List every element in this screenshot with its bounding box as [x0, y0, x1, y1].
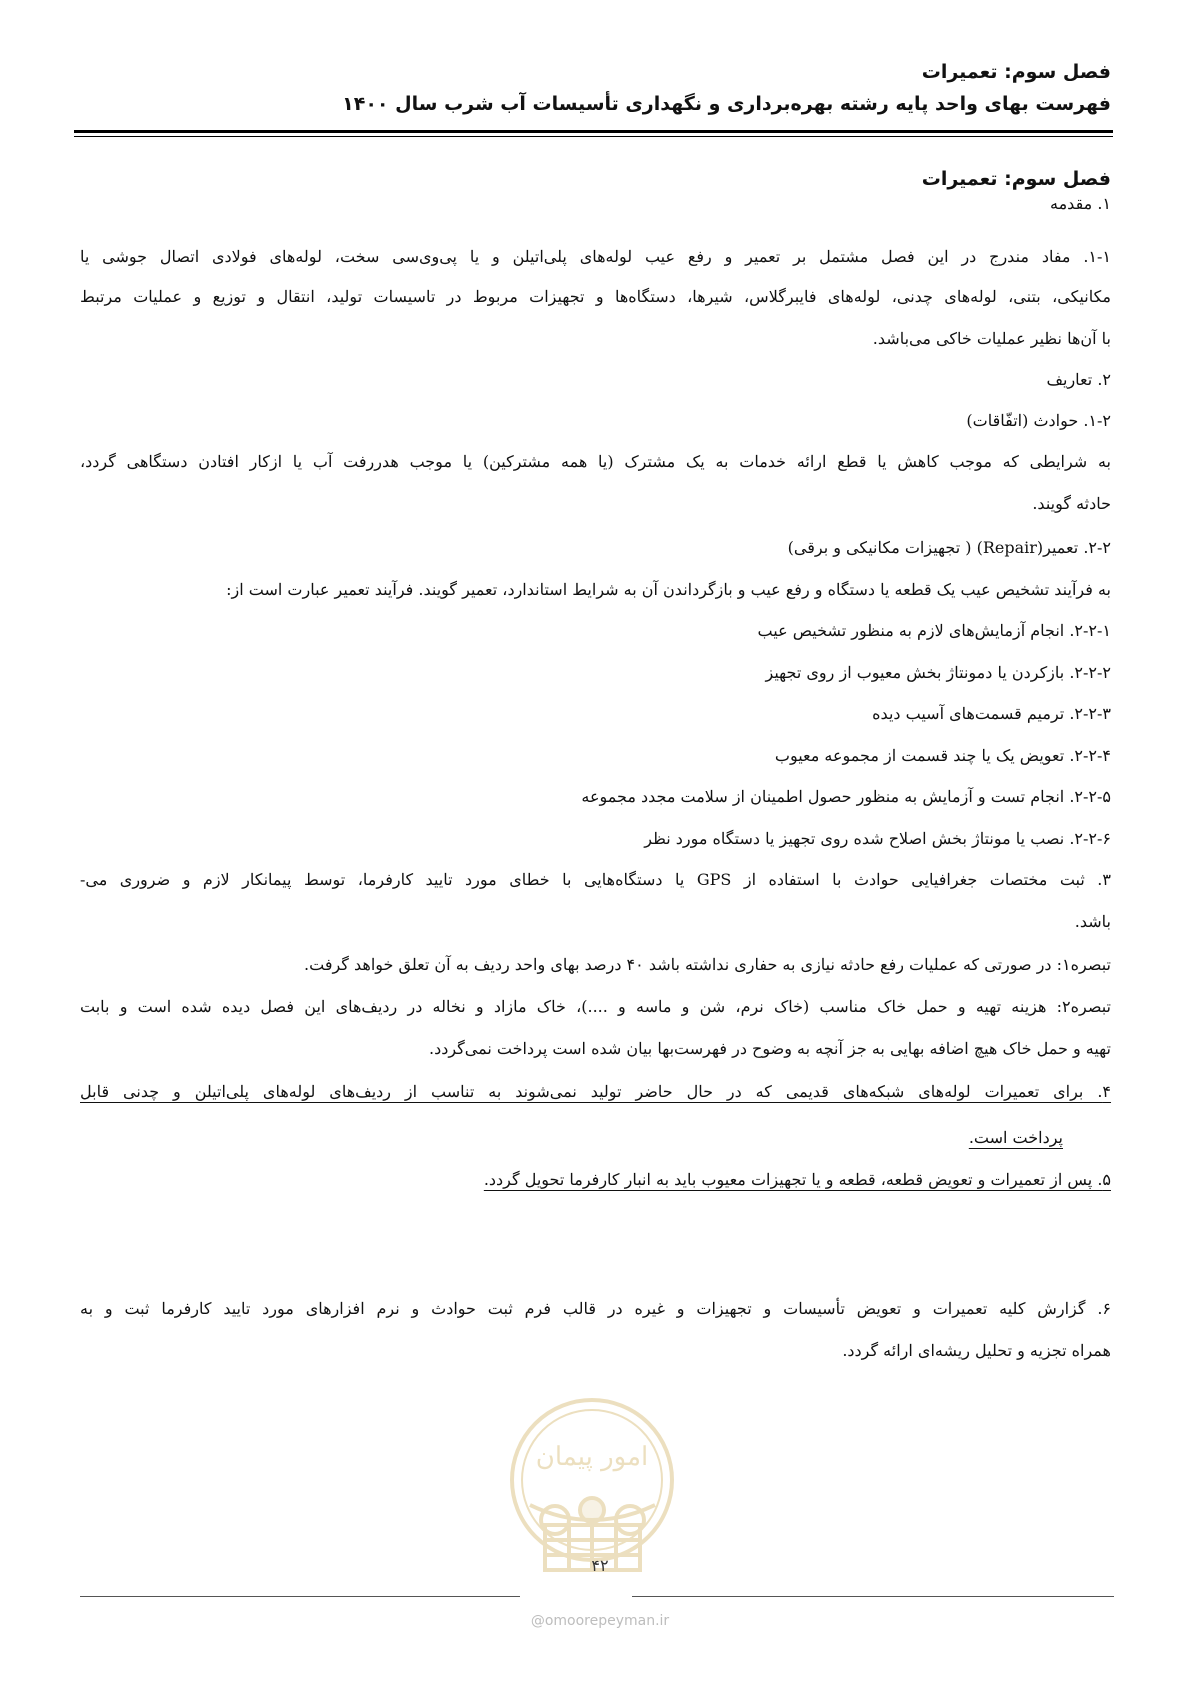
paragraph-6-line-1: ۶. گزارش کلیه تعمیرات و تعویض تأسیسات و تجهیزات و غیره در قالب فرم ثبت حوادث و نرم افزارهای مورد تایید کارفرما ثبت و به — [80, 1299, 1111, 1318]
paragraph-accidents-line-2: حادثه گویند. — [1032, 494, 1111, 513]
paragraph-5-wrap — [80, 1166, 1111, 1194]
paragraph-repair: به فرآیند تشخیص عیب یک قطعه یا دستگاه و رفع عیب و بازگرداندن آن به شرایط استاندارد، تعمیر گویند. فرآیند تعمیر عبارت است از: — [226, 580, 1111, 599]
footer-rule-left — [80, 1596, 520, 1597]
repair-step-1: ۲-۲-۱. انجام آزمایش‌های لازم به منظور تشخیص عیب — [757, 621, 1111, 640]
note-2-line-2: تهیه و حمل خاک هیچ اضافه بهایی به جز آنچه به وضوح در فهرست‌بها بیان شده است پرداخت نمی‌گردد. — [428, 1039, 1111, 1058]
note-2-line-1: تبصره۲: هزینه تهیه و حمل خاک مناسب (خاک نرم، شن و ماسه و ....)، خاک مازاد و نخاله در ردیف‌های این فصل دیده شده است و بابت — [80, 997, 1111, 1016]
header-rule-thin — [74, 136, 1113, 137]
repair-step-6: ۲-۲-۶. نصب یا مونتاژ بخش اصلاح شده روی تجهیز یا دستگاه مورد نظر — [644, 829, 1111, 848]
heading-2-1-accidents: ۱-۲. حوادث (اتفّاقات) — [966, 411, 1111, 430]
heading-introduction: ۱. مقدمه — [1050, 194, 1111, 213]
paragraph-1-1-line-3: با آن‌ها نظیر عملیات خاکی می‌باشد. — [872, 329, 1111, 348]
repair-step-5: ۲-۲-۵. انجام تست و آزمایش به منظور حصول اطمینان از سلامت مجدد مجموعه — [581, 787, 1111, 806]
repair-step-4: ۲-۲-۴. تعویض یک یا چند قسمت از مجموعه معیوب — [774, 746, 1111, 765]
paragraph-5: ۵. پس از تعمیرات و تعویض قطعه، قطعه و یا تجهیزات معیوب باید به انبار کارفرما تحویل گردد. — [483, 1170, 1111, 1189]
paragraph-4-line-2: پرداخت است. — [968, 1128, 1063, 1147]
omoorepeyman-seal-logo-icon — [505, 1385, 680, 1585]
repair-step-3: ۲-۲-۳. ترمیم قسمت‌های آسیب دیده — [872, 704, 1111, 723]
paragraph-4-line-1: ۴. برای تعمیرات لوله‌های شبکه‌های قدیمی که در حال حاضر تولید نمی‌شوند به تناسب از ردیف‌های لوله‌های پلی‌اتیلن و چدنی قابل — [80, 1082, 1112, 1101]
note-1: تبصره۱: در صورتی که عملیات رفع حادثه نیازی به حفاری نداشته باشد ۴۰ درصد بهای واحد ردیف به آن تعلق خواهد گرفت. — [304, 955, 1111, 974]
paragraph-3-gps-line-1: ۳. ثبت مختصات جغرافیایی حوادث با استفاده از GPS یا دستگاه‌هایی با خطای مورد تایید کارفرما، توسط پیمانکار لازم و ضروری می- — [80, 870, 1111, 889]
watermark-text: امور پیمان — [535, 1442, 649, 1472]
paragraph-6-line-2: همراه تجزیه و تحلیل ریشه‌ای ارائه گردد. — [842, 1341, 1111, 1360]
header-rule-thick — [74, 130, 1113, 133]
paragraph-4-line-2-wrap — [80, 1124, 1063, 1152]
heading-2-2-repair: ۲-۲. تعمیر(Repair) ( تجهیزات مکانیکی و برقی) — [787, 538, 1111, 557]
section-title: فصل سوم: تعمیرات — [921, 168, 1111, 190]
repair-step-2: ۲-۲-۲. بازکردن یا دمونتاژ بخش معیوب از روی تجهیز — [765, 663, 1111, 682]
heading-definitions: ۲. تعاریف — [1046, 370, 1111, 389]
paragraph-1-1-line-2: مکانیکی، بتنی، لوله‌های چدنی، لوله‌های فایبرگلاس، شیرها، دستگاه‌ها و تجهیزات مربوط در تاسیسات تولید، انتقال و توزیع و عملیات مرتبط — [80, 287, 1111, 306]
running-header-title: فهرست بهای واحد پایه رشته بهره‌برداری و نگهداری تأسیسات آب شرب سال ۱۴۰۰ — [342, 93, 1111, 115]
footer-rule-right — [632, 1596, 1114, 1597]
paragraph-1-1-line-1: ۱-۱. مفاد مندرج در این فصل مشتمل بر تعمیر و رفع عیب لوله‌های پلی‌اتیلن و یا پی‌وی‌سی سخت، لوله‌های فولادی اتصال جوشی یا — [80, 247, 1111, 266]
paragraph-3-gps-line-2: باشد. — [1074, 912, 1111, 931]
paragraph-accidents-line-1: به شرایطی که موجب کاهش یا قطع ارائه خدمات به یک مشترک (یا همه مشترکین) یا موجب هدررفت آب یا ازکار افتادن دستگاهی گردد، — [80, 452, 1112, 471]
running-header-chapter: فصل سوم: تعمیرات — [921, 61, 1111, 83]
website-watermark: @omoorepeyman.ir — [530, 1613, 670, 1629]
page-number: ۴۲ — [591, 1556, 609, 1575]
